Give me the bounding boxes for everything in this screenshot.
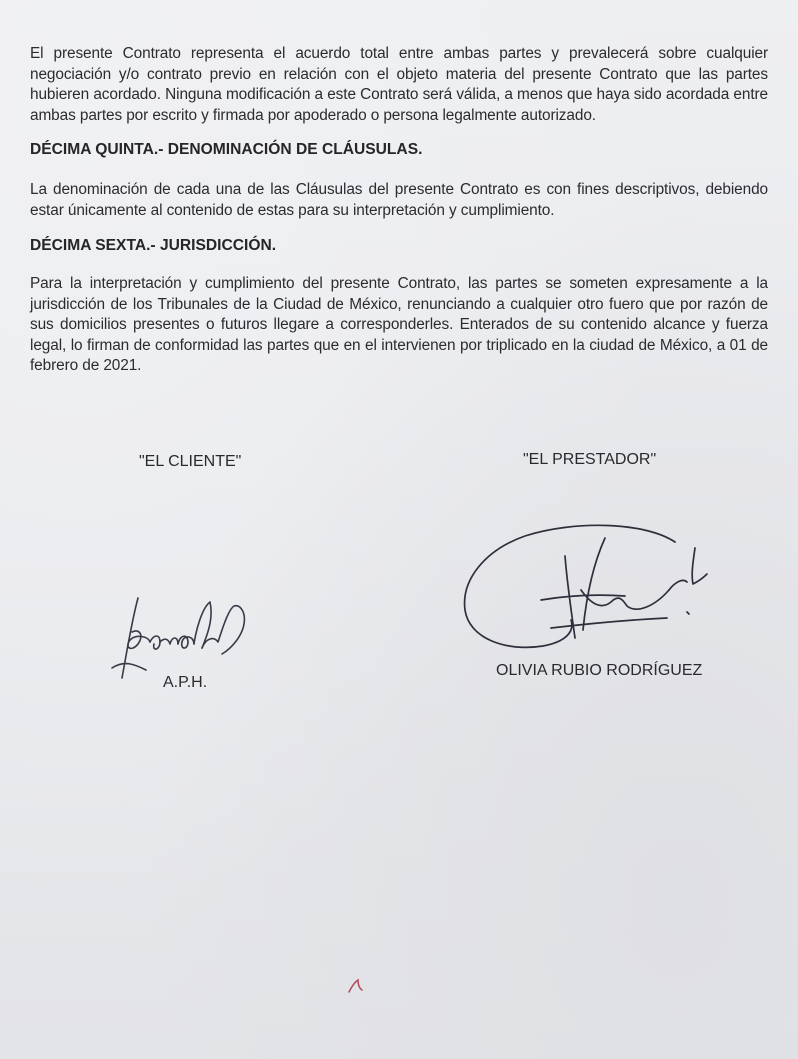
client-name: A.P.H.: [163, 674, 208, 691]
paragraph-entire-agreement: El presente Contrato representa el acuerdo total entre ambas partes y prevalecerá sobre cualquier negociación y/o contrato previo en relación con el objeto materia del presente Contrato que las partes hubieren acordado. Ninguna modificación a este Contrato será válida, a menos que haya sido acordada entre ambas partes por escrito y firmada por apoderado o persona legalmente autorizado.: [30, 45, 768, 124]
provider-signature: [455, 520, 725, 670]
heading-clause-fifteen: DÉCIMA QUINTA.- DENOMINACIÓN DE CLÁUSULAS.: [30, 141, 423, 158]
heading-clause-sixteen: DÉCIMA SEXTA.- JURISDICCIÓN.: [30, 237, 277, 254]
pen-mark: [346, 976, 366, 996]
provider-name: OLIVIA RUBIO RODRÍGUEZ: [496, 662, 703, 679]
paragraph-jurisdiction: Para la interpretación y cumplimiento del presente Contrato, las partes se someten expresamente a la jurisdicción de los Tribunales de la Ciudad de México, renunciando a cualquier otro fuero que por razón de sus domicilios presentes o futuros llegare a corresponderles. Enterados de su contenido alcance y fuerza legal, lo firman de conformidad las partes que en el intervienen por triplicado en la ciudad de México, a 01 de febrero de 2021.: [30, 275, 768, 374]
paragraph-clause-names: La denominación de cada una de las Cláusulas del presente Contrato es con fines descriptivos, debiendo estar únicamente al contenido de estas para su interpretación y cumplimiento.: [30, 181, 768, 219]
client-label: "EL CLIENTE": [139, 453, 242, 470]
provider-label: "EL PRESTADOR": [523, 451, 657, 468]
